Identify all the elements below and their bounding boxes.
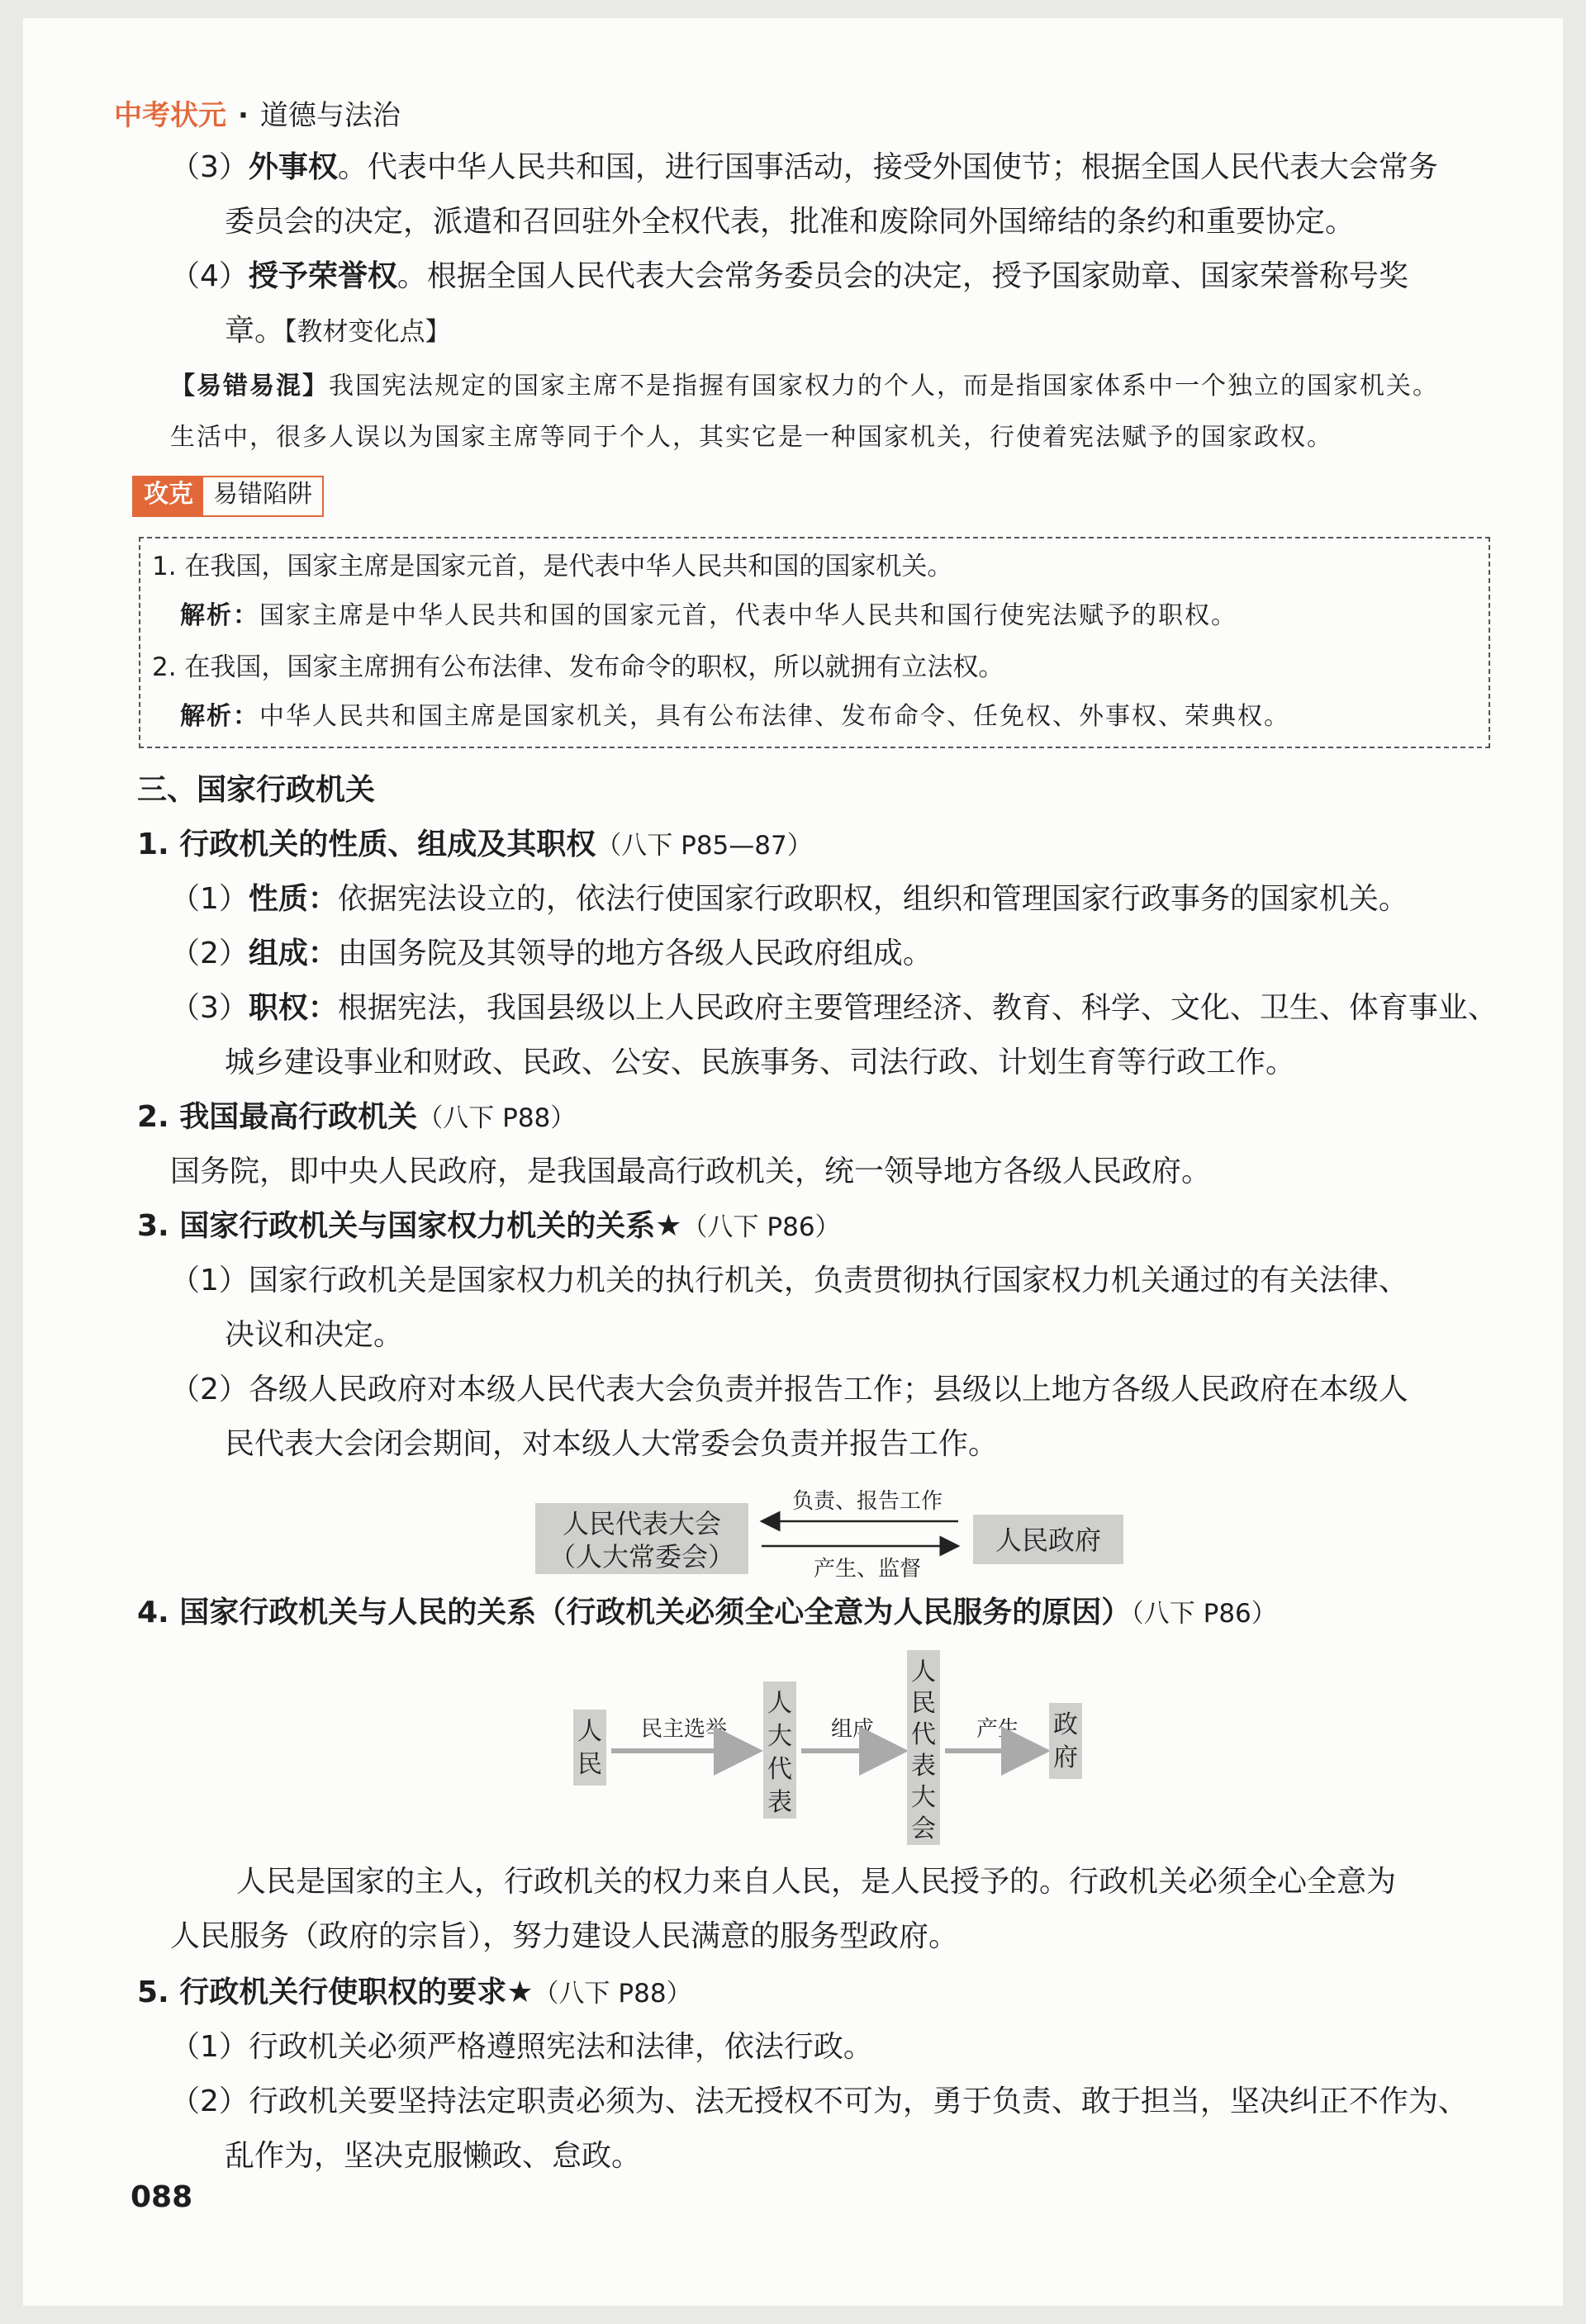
people-char-1: 人	[577, 1717, 602, 1746]
svg-text:会: 会	[911, 1814, 936, 1843]
subsection-4-title: 4. 国家行政机关与人民的关系（行政机关必须全心全意为人民服务的原因）（八下 P86）	[137, 1596, 1277, 1629]
s3-item-2: （2）各级人民政府对本级人民代表大会负责并报告工作；县级以上地方各级人民政府在本级人	[170, 1373, 1408, 1406]
trap-question-2: 2. 在我国，国家主席拥有公布法律、发布命令的职权，所以就拥有立法权。	[152, 652, 1004, 682]
section-3-title: 三、国家行政机关	[137, 773, 376, 807]
power-relation-diagram	[529, 1483, 1140, 1586]
report-label: 负责、报告工作	[791, 1489, 943, 1514]
brand-logo: 中考状元	[114, 99, 226, 132]
standing-committee-label: （人大常委会）	[548, 1541, 735, 1572]
subsection-2-title: 2. 我国最高行政机关（八下 P88）	[137, 1100, 577, 1134]
subsection-1-title: 1. 行政机关的性质、组成及其职权（八下 P85—87）	[137, 828, 813, 861]
svg-text:代: 代	[767, 1755, 792, 1784]
confusion-label: 【易错易混】	[170, 372, 329, 401]
s1-item-3-line2: 城乡建设事业和财政、民政、公安、民族事务、司法行政、计划生育等行政工作。	[225, 1046, 1296, 1079]
page-number: 088	[131, 2180, 193, 2214]
power-3-line2: 委员会的决定，派遣和召回驻外全权代表，批准和废除同外国缔结的条约和重要协定。	[225, 205, 1356, 239]
trap-answer-2: 解析：中华人民共和国主席是国家机关，具有公布法律、发布命令、任免权、外事权、荣典权。	[180, 702, 1290, 731]
subsection-3-title: 3. 国家行政机关与国家权力机关的关系★（八下 P86）	[137, 1209, 841, 1243]
s4-text-line1: 人民是国家的主人，行政机关的权力来自人民，是人民授予的。行政机关必须全心全意为	[236, 1865, 1397, 1899]
running-header: 中考状元 · 道德与法治	[114, 99, 401, 132]
svg-text:代: 代	[911, 1720, 936, 1749]
s5-item-1: （1）行政机关必须严格遵照宪法和法律，依法行政。	[170, 2030, 873, 2064]
power-4-line2: 章。【教材变化点】	[225, 314, 451, 348]
subject-title: 道德与法治	[259, 99, 401, 132]
s5-item-2: （2）行政机关要坚持法定职责必须为、法无授权不可为，勇于负责、敢于担当，坚决纠正不作为、	[170, 2084, 1468, 2118]
s1-item-2: （2）组成：由国务院及其领导的地方各级人民政府组成。	[170, 937, 933, 970]
trap-answer-1: 解析：国家主席是中华人民共和国的国家元首，代表中华人民共和国行使宪法赋予的职权。	[180, 601, 1237, 630]
s1-item-1: （1）性质：依据宪法设立的，依法行使国家行政职权，组织和管理国家行政事务的国家机关。	[170, 882, 1408, 916]
s5-item-2-line2: 乱作为，坚决克服懒政、怠政。	[225, 2139, 642, 2173]
s2-text: 国务院，即中央人民政府，是我国最高行政机关，统一领导地方各级人民政府。	[170, 1155, 1212, 1188]
people-char-2: 民	[577, 1750, 602, 1779]
people-government-flow-diagram	[562, 1647, 1107, 1845]
s3-item-2-line2: 民代表大会闭会期间，对本级人大常委会负责并报告工作。	[225, 1427, 999, 1461]
svg-text:人: 人	[911, 1658, 936, 1686]
confusion-note-line1: 【易错易混】我国宪法规定的国家主席不是指握有国家权力的个人，而是指国家体系中一个独立的国家机关。	[170, 372, 1439, 401]
confusion-note-line2: 生活中，很多人误以为国家主席等同于个人，其实它是一种国家机关，行使着宪法赋予的国家政权。	[170, 423, 1333, 452]
produce-label: 产生	[976, 1717, 1020, 1742]
election-label: 民主选举	[640, 1717, 728, 1742]
s4-text-line2: 人民服务（政府的宗旨），努力建设人民满意的服务型政府。	[170, 1919, 959, 1953]
svg-text:民: 民	[911, 1689, 936, 1718]
svg-text:府: 府	[1053, 1743, 1078, 1772]
power-3-line1: （3）外事权。代表中华人民共和国，进行国事活动，接受外国使节；根据全国人民代表大会常务	[170, 150, 1438, 184]
svg-text:表: 表	[911, 1752, 936, 1781]
congress-label: 人民代表大会	[562, 1508, 722, 1539]
s3-item-1: （1）国家行政机关是国家权力机关的执行机关，负责贯彻执行国家权力机关通过的有关法律、	[170, 1264, 1408, 1297]
compose-label: 组成	[830, 1717, 875, 1742]
s1-item-3: （3）职权：根据宪法，我国县级以上人民政府主要管理经济、教育、科学、文化、卫生、体育事业、	[170, 991, 1498, 1025]
textbook-change-tag: 【教材变化点】	[284, 317, 451, 347]
svg-text:大: 大	[767, 1722, 792, 1751]
power-4-line1: （4）授予荣誉权。根据全国人民代表大会常务委员会的决定，授予国家勋章、国家荣誉称号奖	[170, 259, 1408, 293]
subsection-5-title: 5. 行政机关行使职权的要求★（八下 P88）	[137, 1975, 692, 2009]
svg-text:政: 政	[1053, 1710, 1078, 1739]
svg-text:表: 表	[767, 1788, 792, 1817]
supervise-label: 产生、监督	[813, 1557, 922, 1582]
trap-question-1: 1. 在我国，国家主席是国家元首，是代表中华人民共和国的国家机关。	[152, 552, 953, 581]
svg-text:大: 大	[911, 1783, 936, 1812]
svg-text:人: 人	[767, 1689, 792, 1718]
government-label: 人民政府	[995, 1525, 1102, 1556]
trap-section-tag: 攻克 易错陷阱	[132, 476, 324, 517]
s3-item-1-line2: 决议和决定。	[225, 1318, 404, 1352]
